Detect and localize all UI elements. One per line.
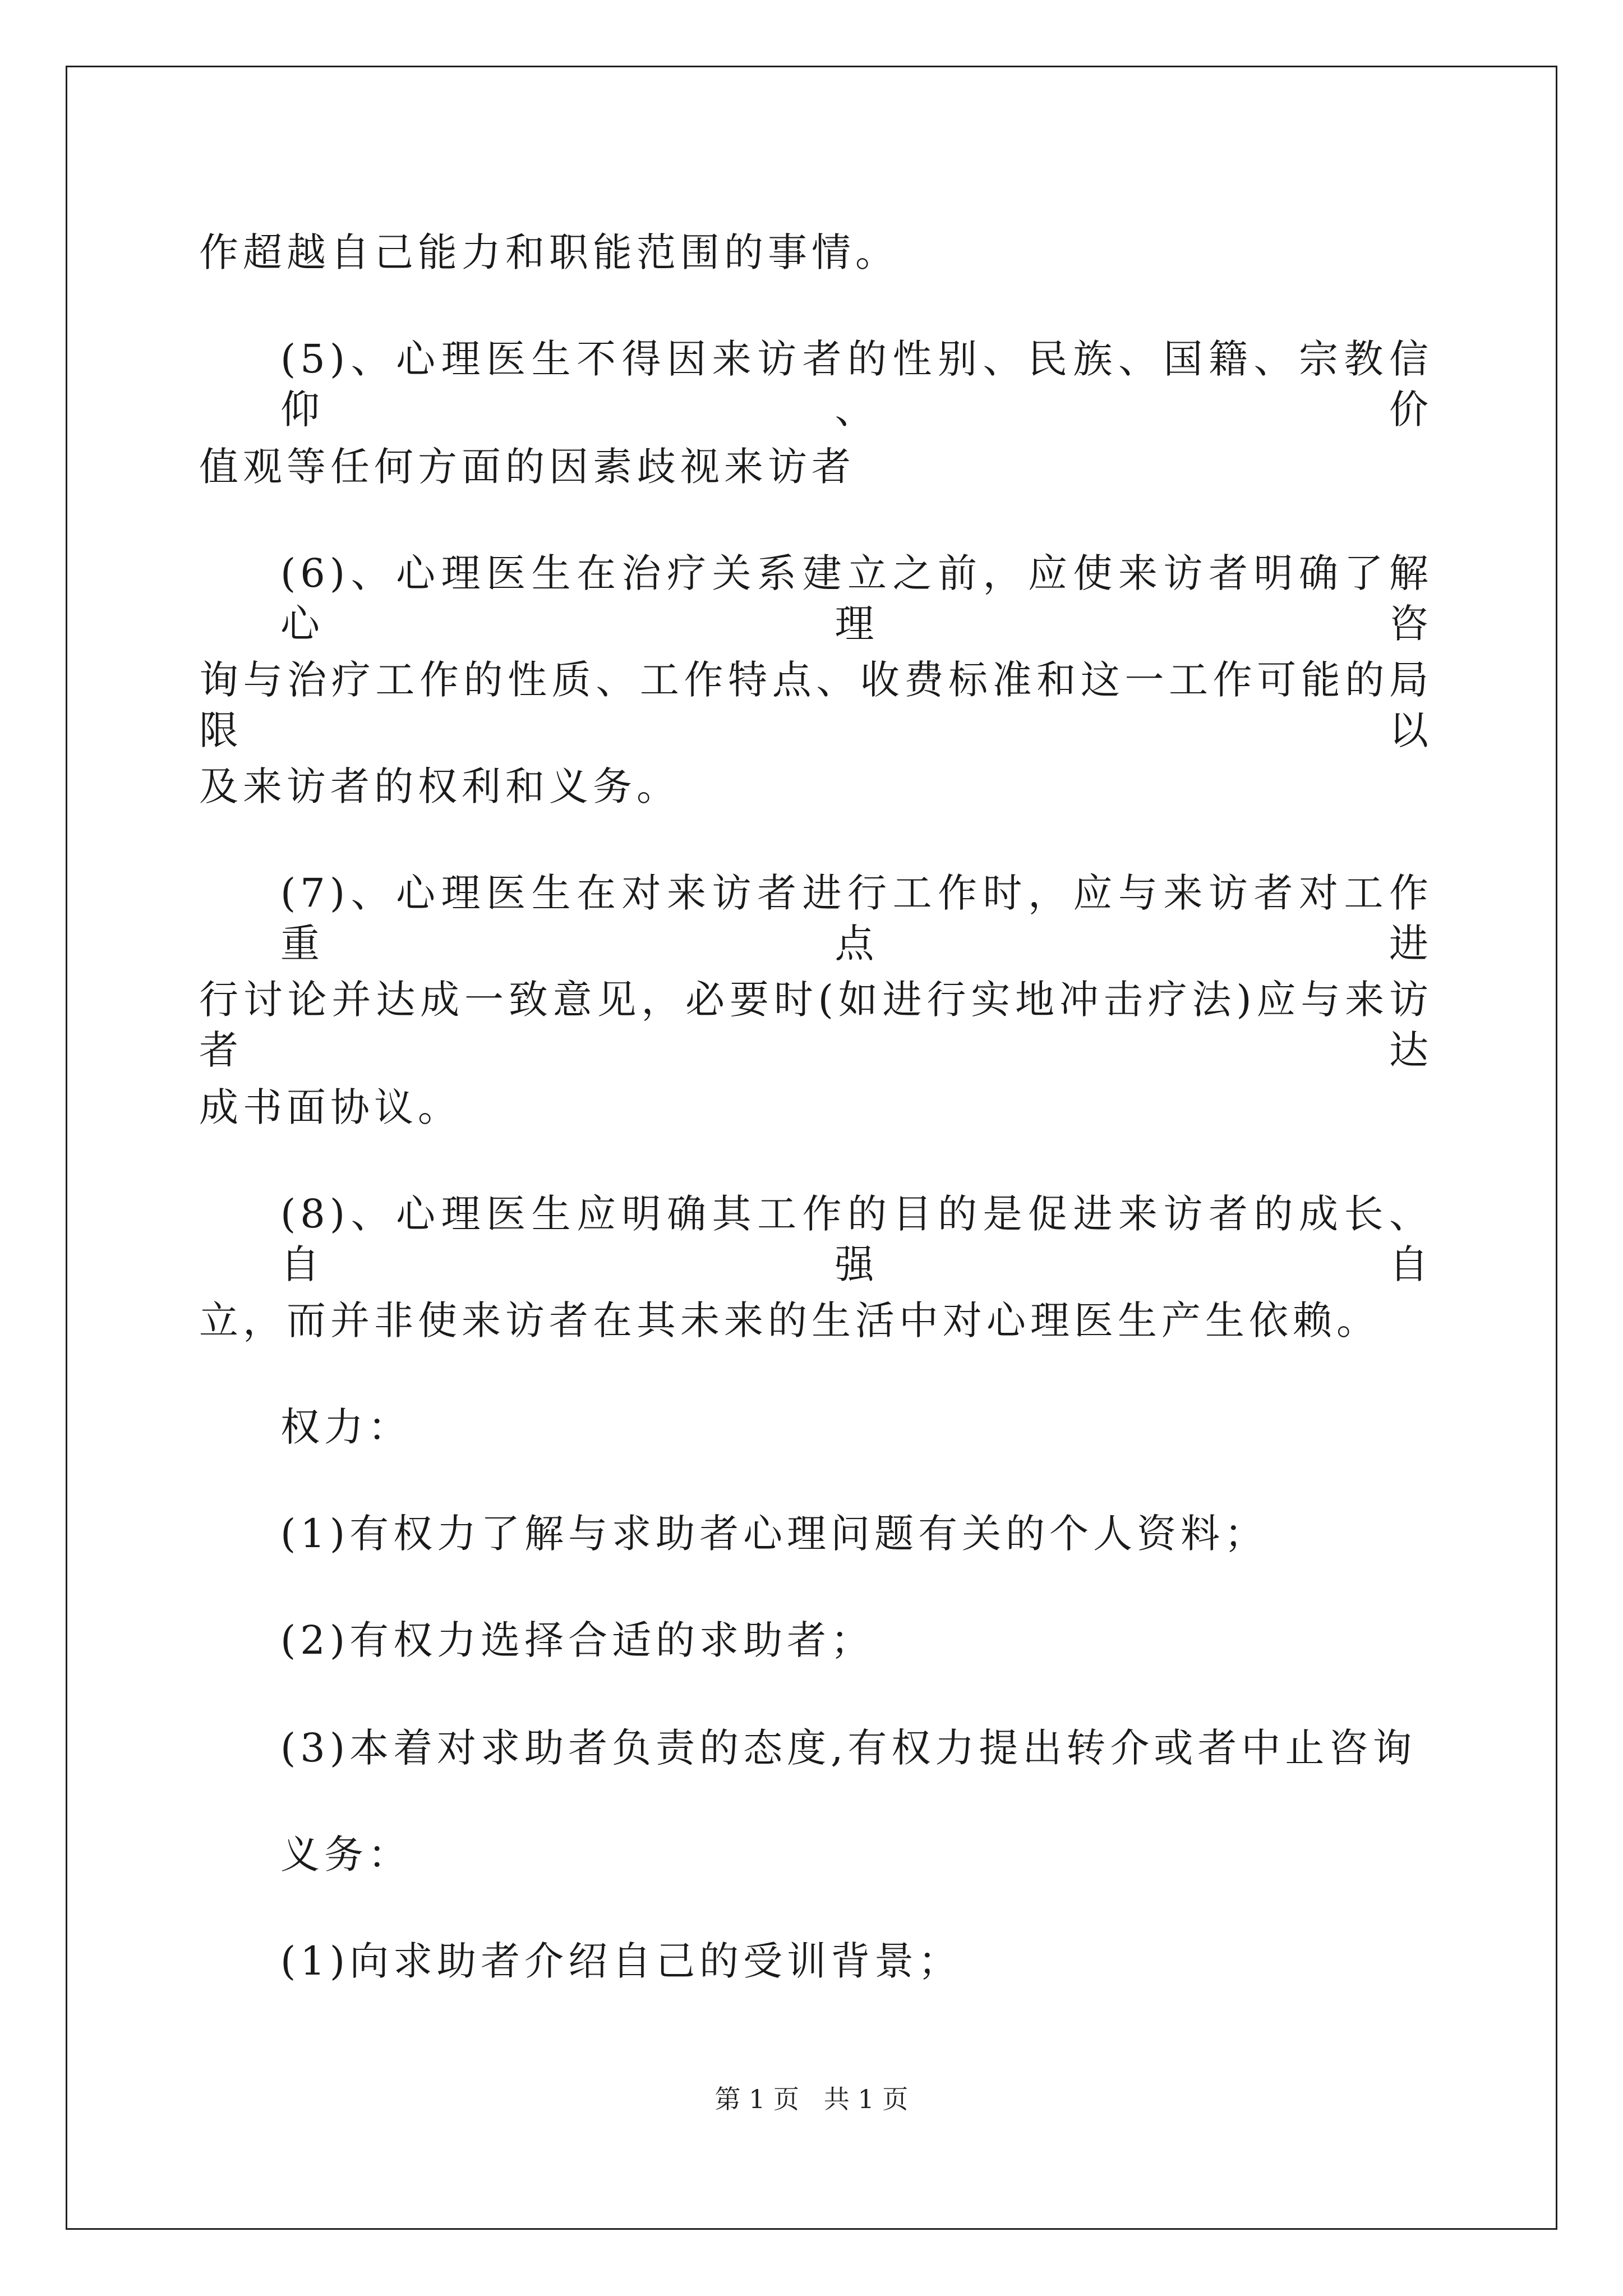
page-number-footer: 第 1 页 共 1 页 xyxy=(714,2084,909,2114)
text-line: (1)向求助者介绍自己的受训背景； xyxy=(280,1938,962,1984)
text-line: 作超越自己能力和职能范围的事情。 xyxy=(199,229,899,275)
text-line: (5)、心理医生不得因来访者的性别、民族、国籍、宗教信仰、价 xyxy=(280,336,1433,432)
text-line: 询与治疗工作的性质、工作特点、收费标准和这一工作可能的局限以 xyxy=(199,657,1433,753)
text-line: (1)有权力了解与求助者心理问题有关的个人资料； xyxy=(280,1511,1269,1557)
text-line: 值观等任何方面的因素歧视来访者 xyxy=(199,444,855,490)
text-line: (3)本着对求助者负责的态度,有权力提出转介或者中止咨询 xyxy=(280,1725,1417,1771)
text-line: (8)、心理医生应明确其工作的目的是促进来访者的成长、自强自 xyxy=(280,1191,1433,1287)
section-heading-obligations: 义务： xyxy=(280,1832,412,1878)
text-line: 行讨论并达成一致意见，必要时(如进行实地冲击疗法)应与来访者达 xyxy=(199,977,1433,1073)
text-line: (7)、心理医生在对来访者进行工作时，应与来访者对工作重点进 xyxy=(280,870,1433,967)
text-line: 成书面协议。 xyxy=(199,1084,462,1130)
text-line: 立，而并非使来访者在其未来的生活中对心理医生产生依赖。 xyxy=(199,1297,1380,1343)
text-line: 及来访者的权利和义务。 xyxy=(199,763,680,809)
text-line: (2)有权力选择合适的求助者； xyxy=(280,1617,875,1663)
section-heading-rights: 权力： xyxy=(280,1404,412,1450)
text-line: (6)、心理医生在治疗关系建立之前，应使来访者明确了解心理咨 xyxy=(280,550,1433,647)
